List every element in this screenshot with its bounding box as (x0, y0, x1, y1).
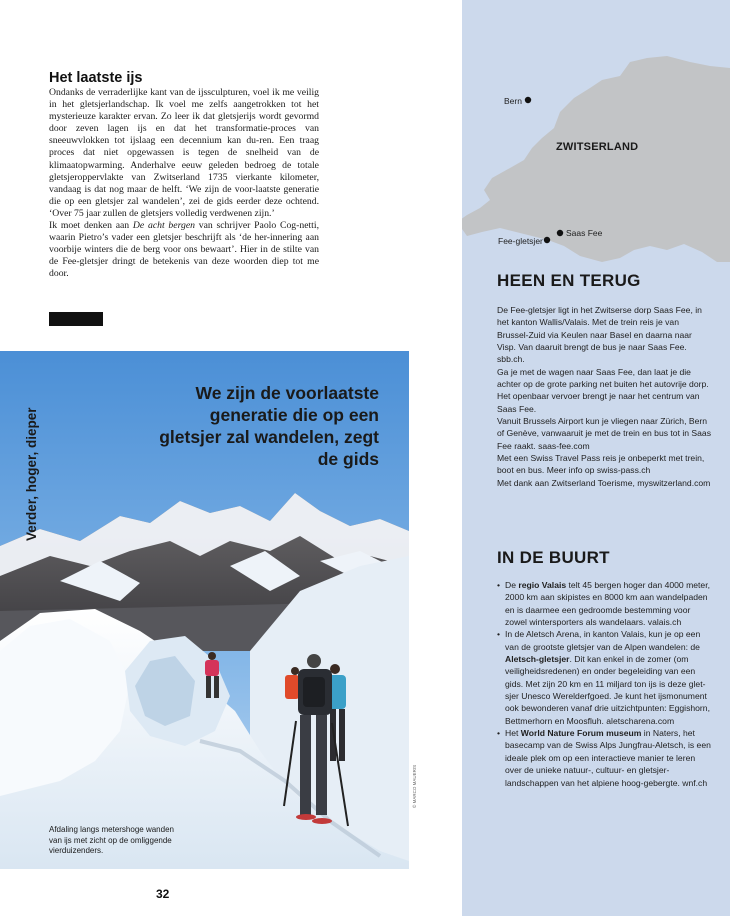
list-item-highlight: regio Valais (518, 580, 567, 590)
travel-paragraph: Met dank aan Zwitserland Toerisme, myswitzerland.com (497, 477, 711, 488)
heading-heen-en-terug: HEEN EN TERUG (497, 271, 641, 290)
travel-paragraph: Ga je met de wagen naar Saas Fee, dan laat je die achter op de grote parking net buiten het autovrije dorp. Het openbaar vervoer brengt je naar het centrum van Saas Fee. (497, 366, 709, 414)
map-country-label: ZWITSERLAND (556, 141, 639, 153)
travel-paragraph: De Fee-gletsjer ligt in het Zwitserse dorp Saas Fee, in het kanton Wallis/Valais. Met de trein reis je van Brussel-Zuid via Keulen naar Basel en daarna naar Visp. Van daaruit brengt de bus je naar Saas Fee. sbb.ch. (497, 305, 702, 365)
list-item-text: telt 45 bergen hoger dan 4000 meter, 2000 km aan skipistes en 8000 km aan wandelpaden en is daarmee een gedroomde bestemming voor zowel wintersporters als wandelaars. valais.ch (505, 580, 710, 628)
list-item (497, 727, 711, 789)
glacier-photo (0, 351, 409, 869)
heading-in-de-buurt: IN DE BUURT (497, 548, 610, 567)
list-item (497, 579, 711, 628)
list-item-text: De (505, 580, 519, 590)
article-title: Het laatste ijs (49, 70, 143, 86)
article-body (49, 87, 319, 281)
map-label-bern: Bern (504, 96, 522, 106)
book-title: De acht bergen (132, 220, 195, 232)
list-item-text: Het (505, 728, 521, 739)
photo-caption: Afdaling langs metershoge wanden van ijs met zicht op de omliggende vierduizenders. (49, 825, 174, 855)
list-item-highlight: World Nature Forum museum (520, 728, 642, 739)
pull-quote: We zijn de voorlaatste generatie die op een gletsjer zal wandelen, zegt de gids (159, 383, 379, 469)
nearby-list (497, 579, 711, 789)
list-item-text: In de Aletsch Arena, in kanton Valais, kun je op een van de grootste gletsjer van de Alpen wandelen: de (505, 629, 701, 652)
map-label-fee-gletsjer: Fee-gletsjer (498, 236, 543, 246)
article-text: Ik moet denken aan (49, 220, 133, 232)
switzerland-map (462, 0, 730, 262)
redaction-bar (49, 312, 103, 326)
list-item (497, 628, 711, 727)
travel-paragraph: Met een Swiss Travel Pass reis je onbeperkt met trein, boot en bus. Meer info op swiss-pass.ch (497, 453, 705, 476)
list-item-text: . Dit kan enkel in de zomer (om veiligheidsredenen) en onder begeleiding van een gids. Met zijn 20 km en 11 miljard ton ijs is deze glet-sjer Unesco Werelderfgoed. Je kunt het ijsmonument ook bewonderen vanaf drie uitzichtpunten: Eggishorn, Bettmerhorn en Moosfluh. aletscharena.com (505, 654, 710, 726)
travel-paragraph: Vanuit Brussels Airport kun je vliegen naar Zürich, Bern of Genève, vanwaaruit je met de trein en bus tot in Saas Fee raakt. saas-fee.com (497, 416, 712, 451)
info-sidebar (462, 0, 730, 916)
photo-credit: © MARCO MAUERIS (412, 764, 417, 808)
page-number: 32 (156, 887, 170, 901)
section-label: Verder, hoger, dieper (24, 407, 39, 541)
article-paragraph: Ondanks de verraderlijke kant van de ijssculpturen, voel ik me veilig in het gletsjerlandschap. Ik voel me zelfs aangetrokken tot het mysterieuze karakter ervan. Zo leer ik dat gletsjerijs wordt gevormd door zeven lagen ijs en dat het transformatie-proces van sneeuwvlokken tot ijslaag een decennium kan du-ren. Een traag proces dat niet opgewassen is tegen de snelheid van de klimaatopwarming. Anderhalve eeuw geleden bedroeg de totale gletsjeroppervlakte van Zwitserland 1735 vierkante kilometer, vandaag is dat nog maar de helft. ‘We zijn de voor-laatste generatie die op een gletsjer zal wandelen’, zei de gids eerder deze ochtend. ‘Over 75 jaar zullen de gletsjers volledig verdwenen zijn.’ (49, 87, 319, 219)
travel-info (497, 304, 711, 489)
list-item-highlight: Aletsch-gletsjer (505, 654, 570, 665)
list-item-text: in Naters, het basecamp van de Swiss Alps Jungfrau-Aletsch, is een ideale plek om op een interactieve manier te leren over de unieke natuur-, cultuur- en gletsjer-landschappen van het alpiene hoog-gebergte. wnf.ch (505, 728, 711, 788)
map-label-saas-fee: Saas Fee (566, 228, 603, 238)
article-paragraph (49, 220, 319, 280)
article-text: van schrijver Paolo Cog-netti, waarin Pietro’s vader een gletsjer beschrijft als ‘de her-innering aan voorbije winters die de berg voor ons bewaart’. Hier in de stilte van de Fee-gletsjer dringt de betekenis van deze woorden diep tot me door. (49, 220, 319, 280)
